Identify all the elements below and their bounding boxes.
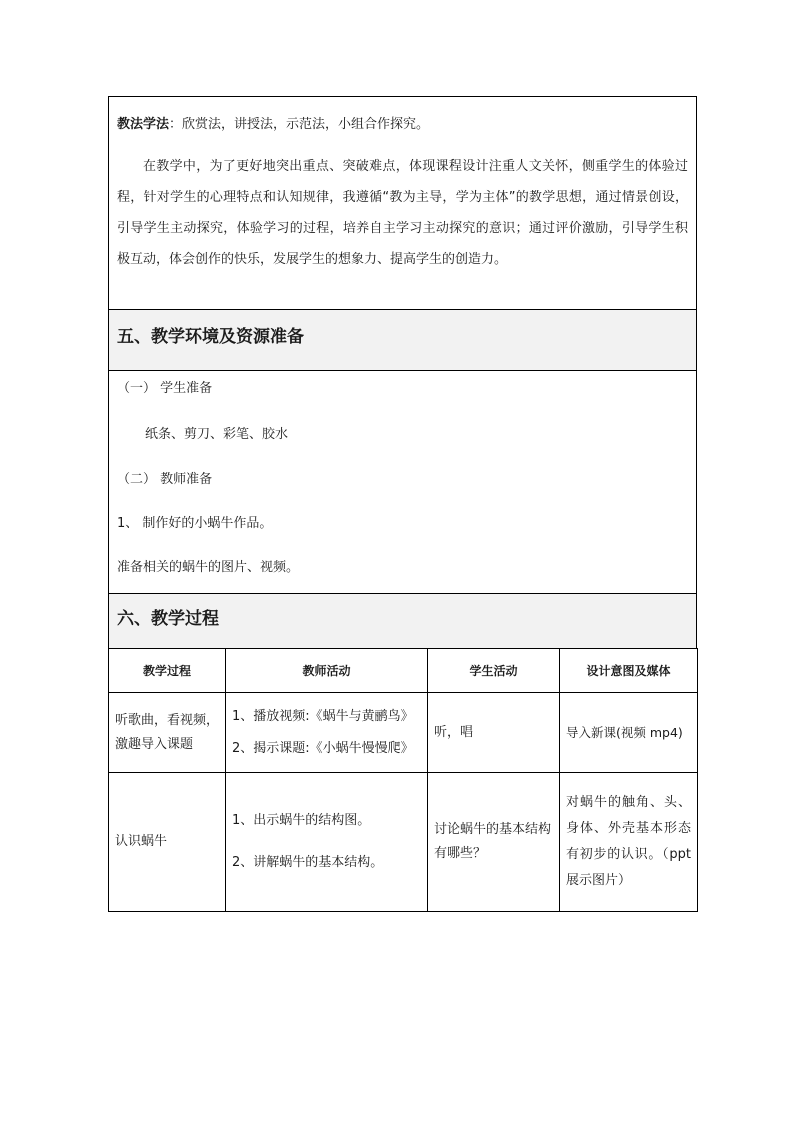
teacher-activity-1: 1、出示蜗牛的结构图。 <box>232 813 371 828</box>
student-prep-heading: （一） 学生准备 <box>117 381 213 396</box>
cell-process: 认识蜗牛 <box>109 773 226 912</box>
cell-process: 听歌曲，看视频，激趣导入课题 <box>109 693 226 773</box>
section6-heading: 六、教学过程 <box>108 593 697 648</box>
cell-student: 听，唱 <box>428 693 560 773</box>
methods-label: 教法学法 <box>117 117 170 132</box>
teacher-prep-item-1: 1、 制作好的小蜗牛作品。 <box>117 516 273 531</box>
teacher-activity-2: 2、讲解蜗牛的基本结构。 <box>232 855 384 870</box>
methods-paragraph: 在教学中，为了更好地突出重点、突破难点，体现课程设计注重人文关怀，侧重学生的体验过程，针对学生的心理特点和认知规律，我遵循“教为主导，学为主体”的教学思想，通过情景创设，引导学生主动探究，体验学习的过程，培养自主学习主动探究的意识；通过评价激励，引导学生积极互动，体会创作的快乐，发展学生的想象力、提高学生的创造力。 <box>117 159 688 267</box>
header-student: 学生活动 <box>428 649 560 693</box>
student-prep-items: 纸条、剪刀、彩笔、胶水 <box>145 427 289 442</box>
header-design: 设计意图及媒体 <box>560 649 698 693</box>
resource-prep-section <box>108 370 697 593</box>
cell-design: 对蜗牛的触角、头、身体、外壳基本形态有初步的认识。（ppt 展示图片） <box>560 773 698 912</box>
cell-teacher <box>226 773 428 912</box>
cell-teacher <box>226 693 428 773</box>
teacher-prep-item-2: 准备相关的蜗牛的图片、视频。 <box>117 560 300 575</box>
methods-text: ：欣赏法，讲授法，示范法，小组合作探究。 <box>169 117 430 132</box>
teacher-activity-1: 1、播放视频:《蜗牛与黄鹂鸟》 <box>232 708 414 724</box>
teaching-methods-section <box>108 96 697 309</box>
teacher-prep-heading: （二） 教师准备 <box>117 472 213 487</box>
methods-line <box>117 115 688 135</box>
table-row <box>109 773 698 912</box>
header-teacher: 教师活动 <box>226 649 428 693</box>
section5-heading: 五、教学环境及资源准备 <box>108 309 697 370</box>
cell-design: 导入新课(视频 mp4) <box>560 693 698 773</box>
table-header-row <box>109 649 698 693</box>
cell-student: 讨论蜗牛的基本结构有哪些？ <box>428 773 560 912</box>
header-process: 教学过程 <box>109 649 226 693</box>
table-row <box>109 693 698 773</box>
teaching-process-table <box>108 648 698 912</box>
document-page <box>108 96 697 912</box>
teacher-activity-2: 2、揭示课题:《小蜗牛慢慢爬》 <box>232 740 414 756</box>
